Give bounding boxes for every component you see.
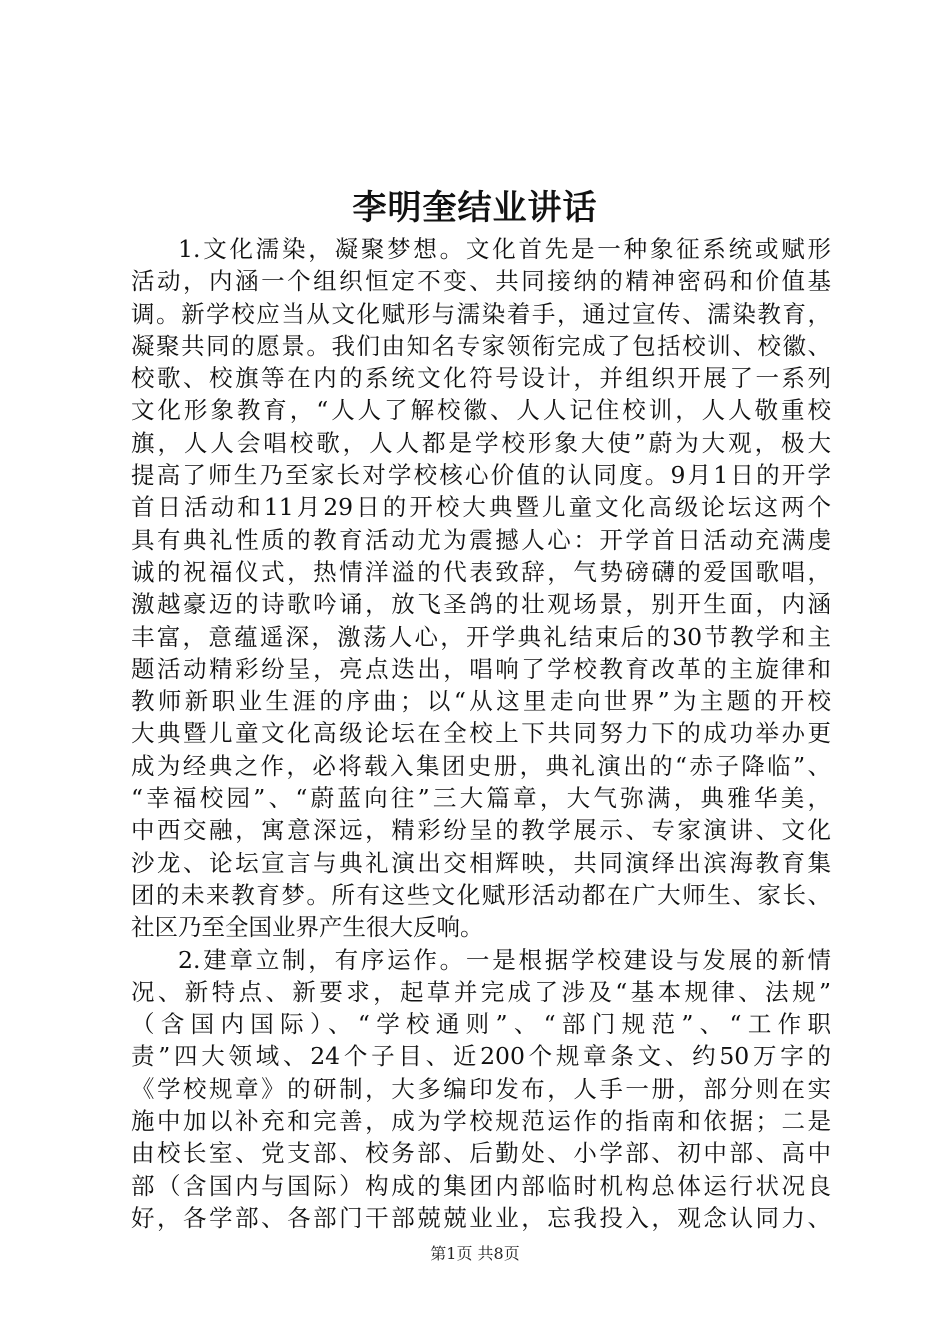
paragraph-1-line: 题活动精彩纷呈，亮点迭出，唱响了学校教育改革的主旋律和 — [131, 654, 831, 683]
paragraph-1-line: 成为经典之作，必将载入集团史册，典礼演出的“赤子降临”、 — [131, 751, 831, 780]
paragraph-1-line: 教师新职业生涯的序曲；以“从这里走向世界”为主题的开校 — [131, 687, 831, 716]
paragraph-1-line: 旗，人人会唱校歌，人人都是学校形象大使”蔚为大观，极大 — [131, 428, 831, 457]
document-body — [131, 233, 831, 1234]
paragraph-1-line: 激越豪迈的诗歌吟诵，放飞圣鸽的壮观场景，别开生面，内涵 — [131, 590, 831, 619]
paragraph-1-line: 校歌、校旗等在内的系统文化符号设计，并组织开展了一系列 — [131, 364, 831, 393]
paragraph-1-line: 社区乃至全国业界产生很大反响。 — [131, 913, 484, 942]
paragraph-1-line: 沙龙、论坛宣言与典礼演出交相辉映，共同演绎出滨海教育集 — [131, 848, 831, 877]
paragraph-1-line: 大典暨儿童文化高级论坛在全校上下共同努力下的成功举办更 — [131, 719, 831, 748]
paragraph-1-line: 1.文化濡染，凝聚梦想。文化首先是一种象征系统或赋形 — [178, 235, 831, 263]
paragraph-1-line: 团的未来教育梦。所有这些文化赋形活动都在广大师生、家长、 — [131, 880, 831, 909]
paragraph-2-line: 部（含国内与国际）构成的集团内部临时机构总体运行状况良 — [131, 1171, 831, 1200]
paragraph-1-line: 首日活动和11月29日的开校大典暨儿童文化高级论坛这两个 — [131, 493, 831, 522]
paragraph-1-line: 诚的祝福仪式，热情洋溢的代表致辞，气势磅礴的爱国歌唱， — [131, 557, 831, 586]
paragraph-1-line: 文化形象教育，“人人了解校徽、人人记住校训，人人敬重校 — [131, 396, 831, 425]
paragraph-2-line: 2.建章立制，有序运作。一是根据学校建设与发展的新情 — [178, 945, 831, 974]
paragraph-1-line: 凝聚共同的愿景。我们由知名专家领衔完成了包括校训、校徽、 — [131, 331, 831, 360]
paragraph-2-line: 施中加以补充和完善，成为学校规范运作的指南和依据；二是 — [131, 1107, 831, 1136]
paragraph-1-line: 调。新学校应当从文化赋形与濡染着手，通过宣传、濡染教育， — [131, 299, 831, 328]
paragraph-1-line: 提高了师生乃至家长对学校核心价值的认同度。9月1日的开学 — [131, 461, 831, 490]
paragraph-1-line: “幸福校园”、“蔚蓝向往”三大篇章，大气弥满，典雅华美， — [131, 784, 831, 813]
paragraph-2-line: 责”四大领域、24个子目、近200个规章条文、约50万字的 — [131, 1042, 831, 1071]
paragraph-1-line: 具有典礼性质的教育活动尤为震撼人心：开学首日活动充满虔 — [131, 525, 831, 554]
paragraph-1-line: 活动，内涵一个组织恒定不变、共同接纳的精神密码和价值基 — [131, 267, 831, 296]
page-number-footer: 第1页 共8页 — [430, 1244, 520, 1263]
paragraph-2-line: （含国内国际）、“学校通则”、“部门规范”、“工作职 — [131, 1010, 831, 1039]
paragraph-2-line: 况、新特点、新要求，起草并完成了涉及“基本规律、法规” — [131, 977, 831, 1006]
paragraph-2-line: 好，各学部、各部门干部兢兢业业，忘我投入，观念认同力、 — [131, 1203, 831, 1232]
document-title: 李明奎结业讲话 — [352, 188, 598, 228]
paragraph-1-line: 丰富，意蕴遥深，激荡人心，开学典礼结束后的30节教学和主 — [131, 622, 831, 651]
paragraph-2-line: 由校长室、党支部、校务部、后勤处、小学部、初中部、高中 — [131, 1139, 831, 1168]
paragraph-1-line: 中西交融，寓意深远，精彩纷呈的教学展示、专家演讲、文化 — [131, 816, 831, 845]
paragraph-2-line: 《学校规章》的研制，大多编印发布，人手一册，部分则在实 — [131, 1074, 831, 1103]
